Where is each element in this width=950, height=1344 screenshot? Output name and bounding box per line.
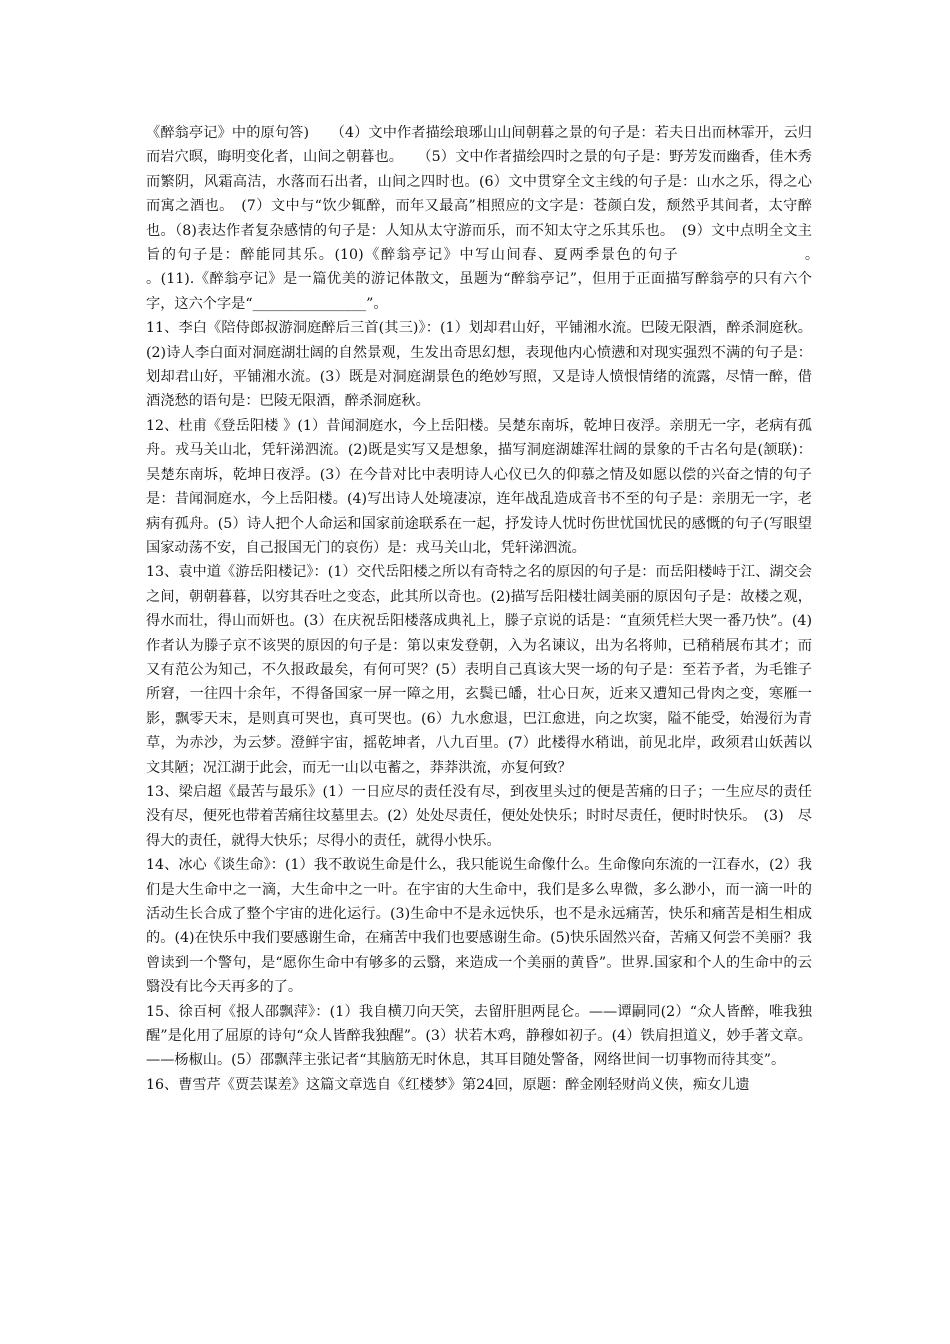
paragraph-bing-xin: 14、冰心《谈生命》：(1）我不敢说生命是什么，我只能说生命像什么。生命像向东流的一江春水，(2）我们是大生命中之一滴，大生命中之一叶。在宇宙的大生命中，我们是多么卑微，多么渺小，而一滴一叶的活动生长合成了整个宇宙的进化运行。(3)生命中不是永远快乐，也不是永远痛苦，快乐和痛苦是相生相成的。(4)在快乐中我们要感谢生命，在痛苦中我们也要感谢生命。(5)快乐固然兴奋，苦痛又何尝不美丽？我曾读到一个警句，是“愿你生命中有够多的云翳，来造成一个美丽的黄昏”。世界.国家和个人的生命中的云翳没有比今天再多的了。 (146, 857, 812, 996)
paragraph-cao-xueqin: 16、曹雪芹《贾芸谋差》这篇文章选自《红楼梦》第24回，原题：醉金刚轻财尚义侠，痴女儿遗 (146, 1076, 750, 1093)
paragraph-li-bai: 11、李白《陪侍郎叔游洞庭醉后三首(其三)》：(1）划却君山好，平铺湘水流。巴陵无限酒，醉杀洞庭秋。(2)诗人李白面对洞庭湖壮阔的自然景观，生发出奇思幻想，表现他内心愤懑和对现实强烈不满的句子是：划却君山好，平铺湘水流。(3）既是对洞庭湖景色的绝妙写照，又是诗人愤恨情绪的流露，尽情一醉，借酒浇愁的语句是：巴陵无限酒，醉杀洞庭秋。 (146, 320, 812, 410)
paragraph-liang-qichao: 13、梁启超《最苦与最乐》(1）一日应尽的责任没有尽，到夜里头过的便是苦痛的日子；一生应尽的责任没有尽，便死也带着苦痛往坟墓里去。(2）处处尽责任，便处处快乐；时时尽责任，便时时快乐。 (3) 尽得大的责任，就得大快乐；尽得小的责任，就得小快乐。 (146, 783, 812, 849)
document-page (146, 121, 912, 1097)
paragraph-yuan-zhongdao: 13、袁中道《游岳阳楼记》：(1）交代岳阳楼之所以有奇特之名的原因的句子是：而岳阳楼峙于江、湖交会之间，朝朝暮暮，以穷其吞吐之变态，此其所以奇也。(2)描写岳阳楼壮阔美丽的原因句子是：故楼之观，得水而壮，得山而妍也。(3）在庆祝岳阳楼落成典礼上，滕子京说的话是：“直须凭栏大哭一番乃快”。(4)作者认为滕子京不该哭的原因的句子是：第以束发登朝，入为名谏议，出为名将帅，已稍稍展布其才；而又有范公为知己，不久报政最矣，有何可哭？(5）表明自己真该大哭一场的句子是：至若予者，为毛锥子所窘，一往四十余年，不得备国家一屏一障之用，玄鬓已皤，壮心日灰，近来又遭知己骨肉之变，寒雁一影，飘零天末，是则真可哭也，真可哭也。(6）九水愈退，巴江愈进，向之坎窦，隘不能受，始漫衍为青草，为赤沙，为云梦。澄鲜宇宙，摇乾坤者，八九百里。(7）此楼得水稍诎，前见北岸，政须君山妖茜以文其陋；况江湖于此会，而无一山以屯蓄之，莽莽洪流，亦复何致？ (146, 564, 812, 776)
paragraph-du-fu: 12、杜甫《登岳阳楼 》(1）昔闻洞庭水，今上岳阳楼。吴楚东南坼，乾坤日夜浮。亲朋无一字，老病有孤舟。戎马关山北，凭轩涕泗流。(2)既是实写又是想象，描写洞庭湖雄浑壮阔的景象的千古名句是(颔联)：吴楚东南坼，乾坤日夜浮。(3）在今昔对比中表明诗人心仪已久的仰慕之情及如愿以偿的兴奋之情的句子是：昔闻洞庭水，今上岳阳楼。(4)写出诗人处境凄凉，连年战乱造成音书不至的句子是：亲朋无一字，老病有孤舟。(5）诗人把个人命运和国家前途联系在一起，抒发诗人忧时伤世忧国忧民的感慨的句子(写眼望国家动荡不安，自己报国无门的哀伤）是：戎马关山北，凭轩涕泗流。 (146, 417, 812, 556)
paragraph-zuiwengting: 《醉翁亭记》中的原句答) （4）文中作者描绘琅琊山山间朝暮之景的句子是：若夫日出而林霏开，云归而岩穴暝，晦明变化者，山间之朝暮也。 （5）文中作者描绘四时之景的句子是：野芳发而幽香，佳木秀而繁阴，风霜高洁，水落而石出者，山间之四时也。(6）文中贯穿全文主线的句子是：山水之乐，得之心而寓之酒也。 (7）文中与“饮少辄醉，而年又最高”相照应的文字是：苍颜白发，颓然乎其间者，太守醉也。（8)表达作者复杂感情的句子是：人知从太守游而乐，而不知太守之乐其乐也。 (9）文中点明全文主旨的句子是：醉能同其乐。(10)《醉翁亭记》中写山间春、夏两季景色的句子 。 。(11).《醉翁亭记》是一篇优美的游记体散文，虽题为“醉翁亭记”，但用于正面描写醉翁亭的只有六个字，这六个字是“________________”。 (146, 125, 912, 312)
paragraph-xu-baike: 15、徐百柯《报人邵飘萍》：(1）我自横刀向天笑，去留肝胆两昆仑。——谭嗣同(2）“众人皆醉，唯我独醒”是化用了屈原的诗句“众人皆醉我独醒”。(3）状若木鸡，静穆如初子。(4）铁肩担道义，妙手著文章。——杨椒山。(5）邵飘萍主张记者“其脑筋无时休息，其耳目随处警备，网络世间一切事物而待其变”。 (146, 1003, 812, 1069)
